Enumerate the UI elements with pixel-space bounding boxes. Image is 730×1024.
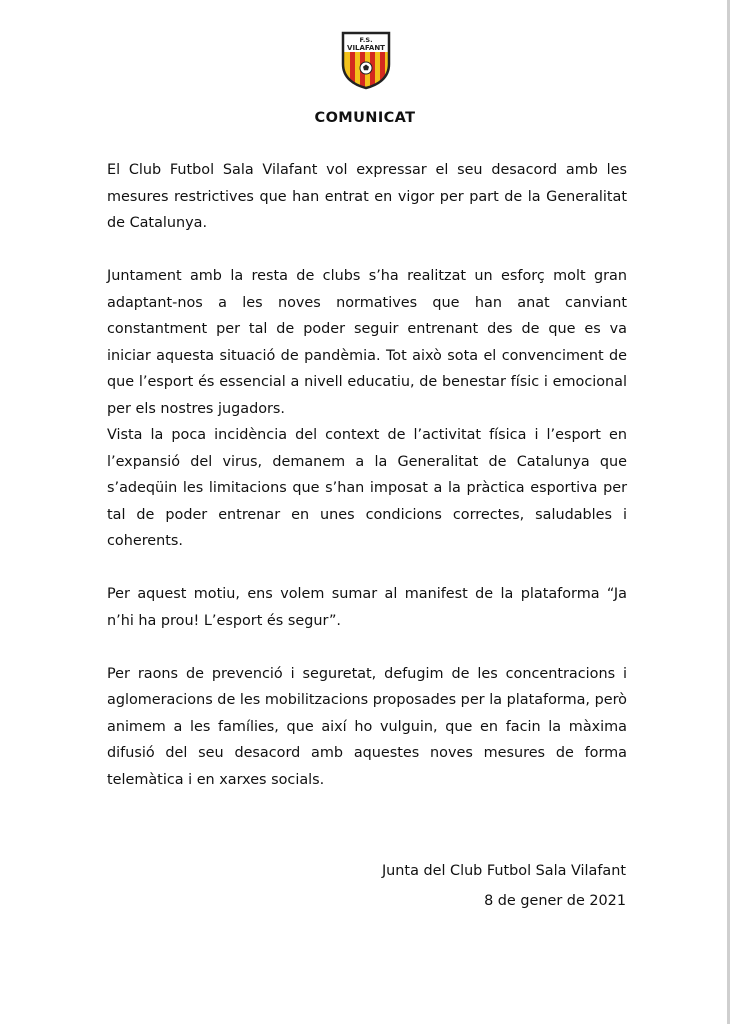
logo-text-top: F.S. [359, 36, 373, 44]
signature-block [382, 856, 626, 916]
signature-date: 8 de gener de 2021 [484, 893, 626, 909]
paragraph-3: Vista la poca incidència del context de l’activitat física i l’esport en l’expansió del virus, demanem a la Generalitat de Catalunya que s’adeqüin les limitacions que s’han imposat a la pràctica esportiva per tal de poder entrenar en unes condicions correctes, saludables i coherents. [107, 427, 627, 549]
club-logo [340, 30, 392, 90]
paragraph-2: Juntament amb la resta de clubs s’ha realitzat un esforç molt gran adaptant-nos a les noves normatives que han anat canviant constantment per tal de poder seguir entrenant des de que es va iniciar aquesta situació de pandèmia. Tot això sota el convenciment de que l’esport és essencial a nivell educatiu, de benestar físic i emocional per els nostres jugadors. [107, 268, 627, 417]
paragraph-5: Per raons de prevenció i seguretat, defugim de les concentracions i aglomeracions de les mobilitzacions proposades per la plataforma, però animem a les famílies, que així ho vulguin, que en facin la màxima difusió del seu desacord amb aquestes noves mesures de forma telemàtica i en xarxes socials. [107, 665, 627, 788]
signature-name: Junta del Club Futbol Sala Vilafant [381, 863, 626, 879]
page-title: COMUNICAT [314, 110, 416, 126]
letter-body [107, 157, 627, 793]
paragraph-1: El Club Futbol Sala Vilafant vol expressar el seu desacord amb les mesures restrictives que han entrat en vigor per part de la Generalitat de Catalunya. [107, 162, 627, 231]
logo-text-main: VILAFANT [347, 44, 385, 52]
paragraph-4: Per aquest motiu, ens volem sumar al manifest de la plataforma “Ja n’hi ha prou! L’esport és segur”. [107, 586, 627, 629]
